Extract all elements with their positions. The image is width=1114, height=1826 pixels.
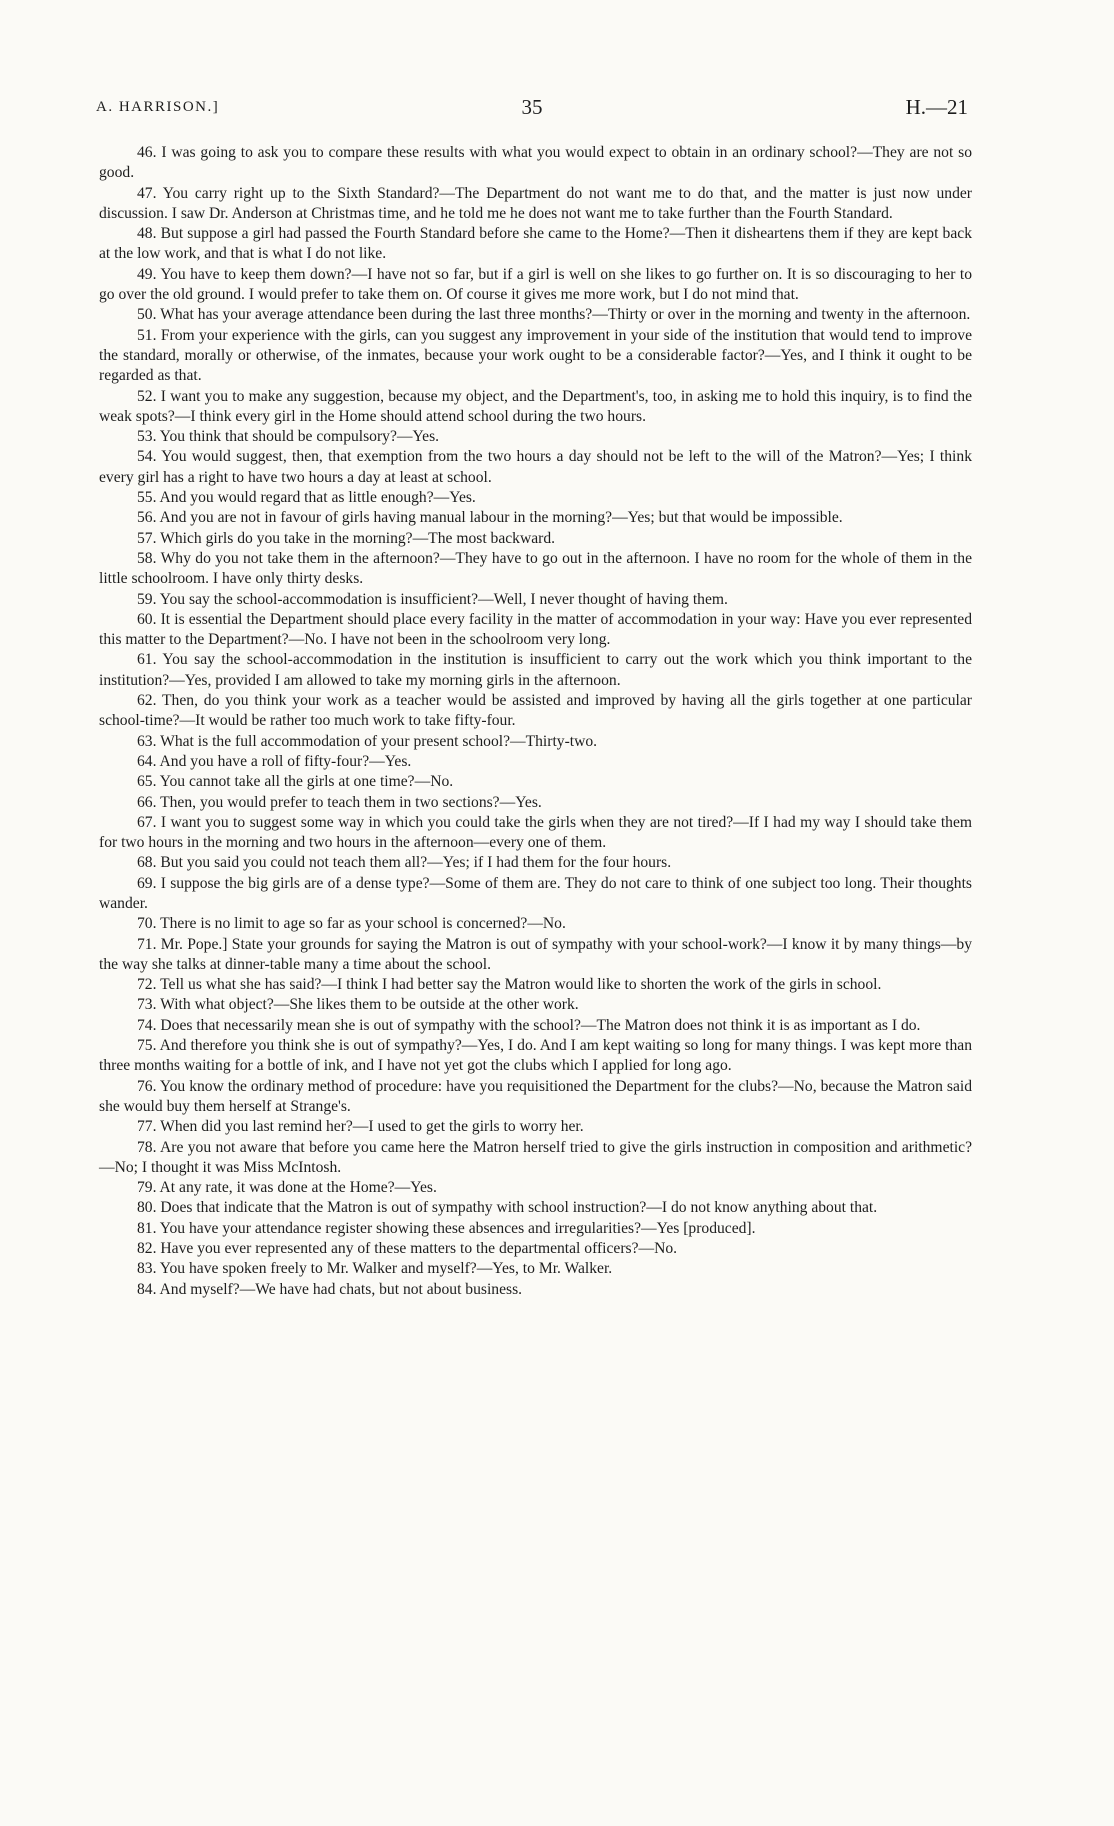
- question-46: 46. I was going to ask you to compare these results with what you would expect to obtain in an ordinary school?—They are not so good.: [99, 144, 972, 182]
- question-75: 75. And therefore you think she is out of sympathy?—Yes, I do. And I am kept waiting so long for many things. I was kept more than three months waiting for a bottle of ink, and I have not yet got the clubs which I applied for long ago.: [99, 1037, 972, 1075]
- question-64: 64. And you have a roll of fifty-four?—Yes.: [137, 752, 412, 770]
- question-60: 60. It is essential the Department should place every facility in the matter of accommodation in your way: Have you ever represented this matter to the Department?—No. I have not been in the schoolroom very long.: [99, 610, 972, 649]
- page-number: 35: [521, 95, 543, 119]
- testimony-body: [99, 143, 972, 1300]
- question-83: 83. You have spoken freely to Mr. Walker and myself?—Yes, to Mr. Walker.: [137, 1260, 613, 1278]
- question-72: 72. Tell us what she has said?—I think I had better say the Matron would like to shorten the work of the girls in school.: [137, 976, 882, 994]
- page-header: [96, 95, 968, 125]
- question-50: 50. What has your average attendance been during the last three months?—Thirty or over in the morning and twenty in the afternoon.: [137, 306, 971, 324]
- question-49: 49. You have to keep them down?—I have not so far, but if a girl is well on she likes to go further on. It is so discouraging to her to go over the old ground. I would prefer to take them on. Of course it gives me more work, but I do not mind that.: [99, 265, 972, 304]
- question-78: 78. Are you not aware that before you came here the Matron herself tried to give the girls instruction in composition and arithmetic?—No; I thought it was Miss McIntosh.: [99, 1138, 972, 1176]
- question-79: 79. At any rate, it was done at the Home?—Yes.: [137, 1179, 437, 1197]
- question-84: 84. And myself?—We have had chats, but not about business.: [137, 1280, 523, 1298]
- question-58: 58. Why do you not take them in the afternoon?—They have to go out in the afternoon. I have no room for the whole of them in the little schoolroom. I have only thirty desks.: [99, 549, 972, 588]
- question-74: 74. Does that necessarily mean she is out of sympathy with the school?—The Matron does not think it is as important as I do.: [137, 1016, 921, 1034]
- question-71: 71. Mr. Pope.] State your grounds for saying the Matron is out of sympathy with your school-work?—I know it by many things—by the way she talks at dinner-table many a time about the school.: [99, 935, 972, 973]
- question-55: 55. And you would regard that as little enough?—Yes.: [137, 489, 476, 507]
- question-70: 70. There is no limit to age so far as your school is concerned?—No.: [137, 915, 566, 933]
- question-57: 57. Which girls do you take in the morning?—The most backward.: [137, 529, 556, 547]
- question-59: 59. You say the school-accommodation is insufficient?—Well, I never thought of having them.: [137, 590, 728, 608]
- question-62: 62. Then, do you think your work as a teacher would be assisted and improved by having all the girls together at one particular school-time?—It would be rather too much work to take fifty-four.: [99, 692, 972, 730]
- question-61: 61. You say the school-accommodation in the institution is insufficient to carry out the work which you think important to the institution?—Yes, provided I am allowed to take my morning girls in the afternoon.: [99, 651, 972, 689]
- question-48: 48. But suppose a girl had passed the Fourth Standard before she came to the Home?—Then it disheartens them if they are kept back at the low work, and that is what I do not like.: [99, 225, 972, 263]
- question-77: 77. When did you last remind her?—I used to get the girls to worry her.: [137, 1118, 584, 1136]
- question-52: 52. I want you to make any suggestion, because my object, and the Department's, too, in asking me to hold this inquiry, is to find the weak spots?—I think every girl in the Home should attend school during the two hours.: [99, 387, 972, 425]
- question-67: 67. I want you to suggest some way in which you could take the girls when they are not tired?—If I had my way I should take them for two hours in the morning and two hours in the afternoon—every one of them.: [99, 813, 972, 852]
- question-65: 65. You cannot take all the girls at one time?—No.: [137, 773, 454, 791]
- question-54: 54. You would suggest, then, that exemption from the two hours a day should not be left to the will of the Matron?—Yes; I think every girl has a right to have two hours a day at least at school.: [99, 448, 972, 486]
- question-56: 56. And you are not in favour of girls having manual labour in the morning?—Yes; but that would be impossible.: [137, 509, 843, 527]
- question-80: 80. Does that indicate that the Matron is out of sympathy with school instruction?—I do not know anything about that.: [137, 1199, 878, 1217]
- document-reference: H.—21: [905, 95, 968, 119]
- question-51: 51. From your experience with the girls, can you suggest any improvement in your side of the institution that would tend to improve the standard, morally or otherwise, of the inmates, because your work ought to be a considerable factor?—Yes, and I think it ought to be regarded as that.: [99, 326, 972, 385]
- question-69: 69. I suppose the big girls are of a dense type?—Some of them are. They do not care to think of one subject too long. Their thoughts wander.: [99, 874, 972, 912]
- question-47: 47. You carry right up to the Sixth Standard?—The Department do not want me to do that, and the matter is just now under discussion. I saw Dr. Anderson at Christmas time, and he told me he does not want me to take further than the Fourth Standard.: [99, 184, 972, 222]
- question-81: 81. You have your attendance register showing these absences and irregularities?—Yes [produced].: [137, 1219, 756, 1237]
- question-82: 82. Have you ever represented any of these matters to the departmental officers?—No.: [137, 1240, 678, 1258]
- question-76: 76. You know the ordinary method of procedure: have you requisitioned the Department for the clubs?—No, because the Matron said she would buy them herself at Strange's.: [99, 1077, 972, 1115]
- question-68: 68. But you said you could not teach them all?—Yes; if I had them for the four hours.: [137, 854, 672, 872]
- witness-name: A. HARRISON.]: [96, 99, 220, 115]
- question-63: 63. What is the full accommodation of your present school?—Thirty-two.: [137, 732, 598, 750]
- question-66: 66. Then, you would prefer to teach them in two sections?—Yes.: [137, 793, 542, 811]
- question-53: 53. You think that should be compulsory?—Yes.: [137, 428, 440, 446]
- question-73: 73. With what object?—She likes them to be outside at the other work.: [137, 996, 579, 1014]
